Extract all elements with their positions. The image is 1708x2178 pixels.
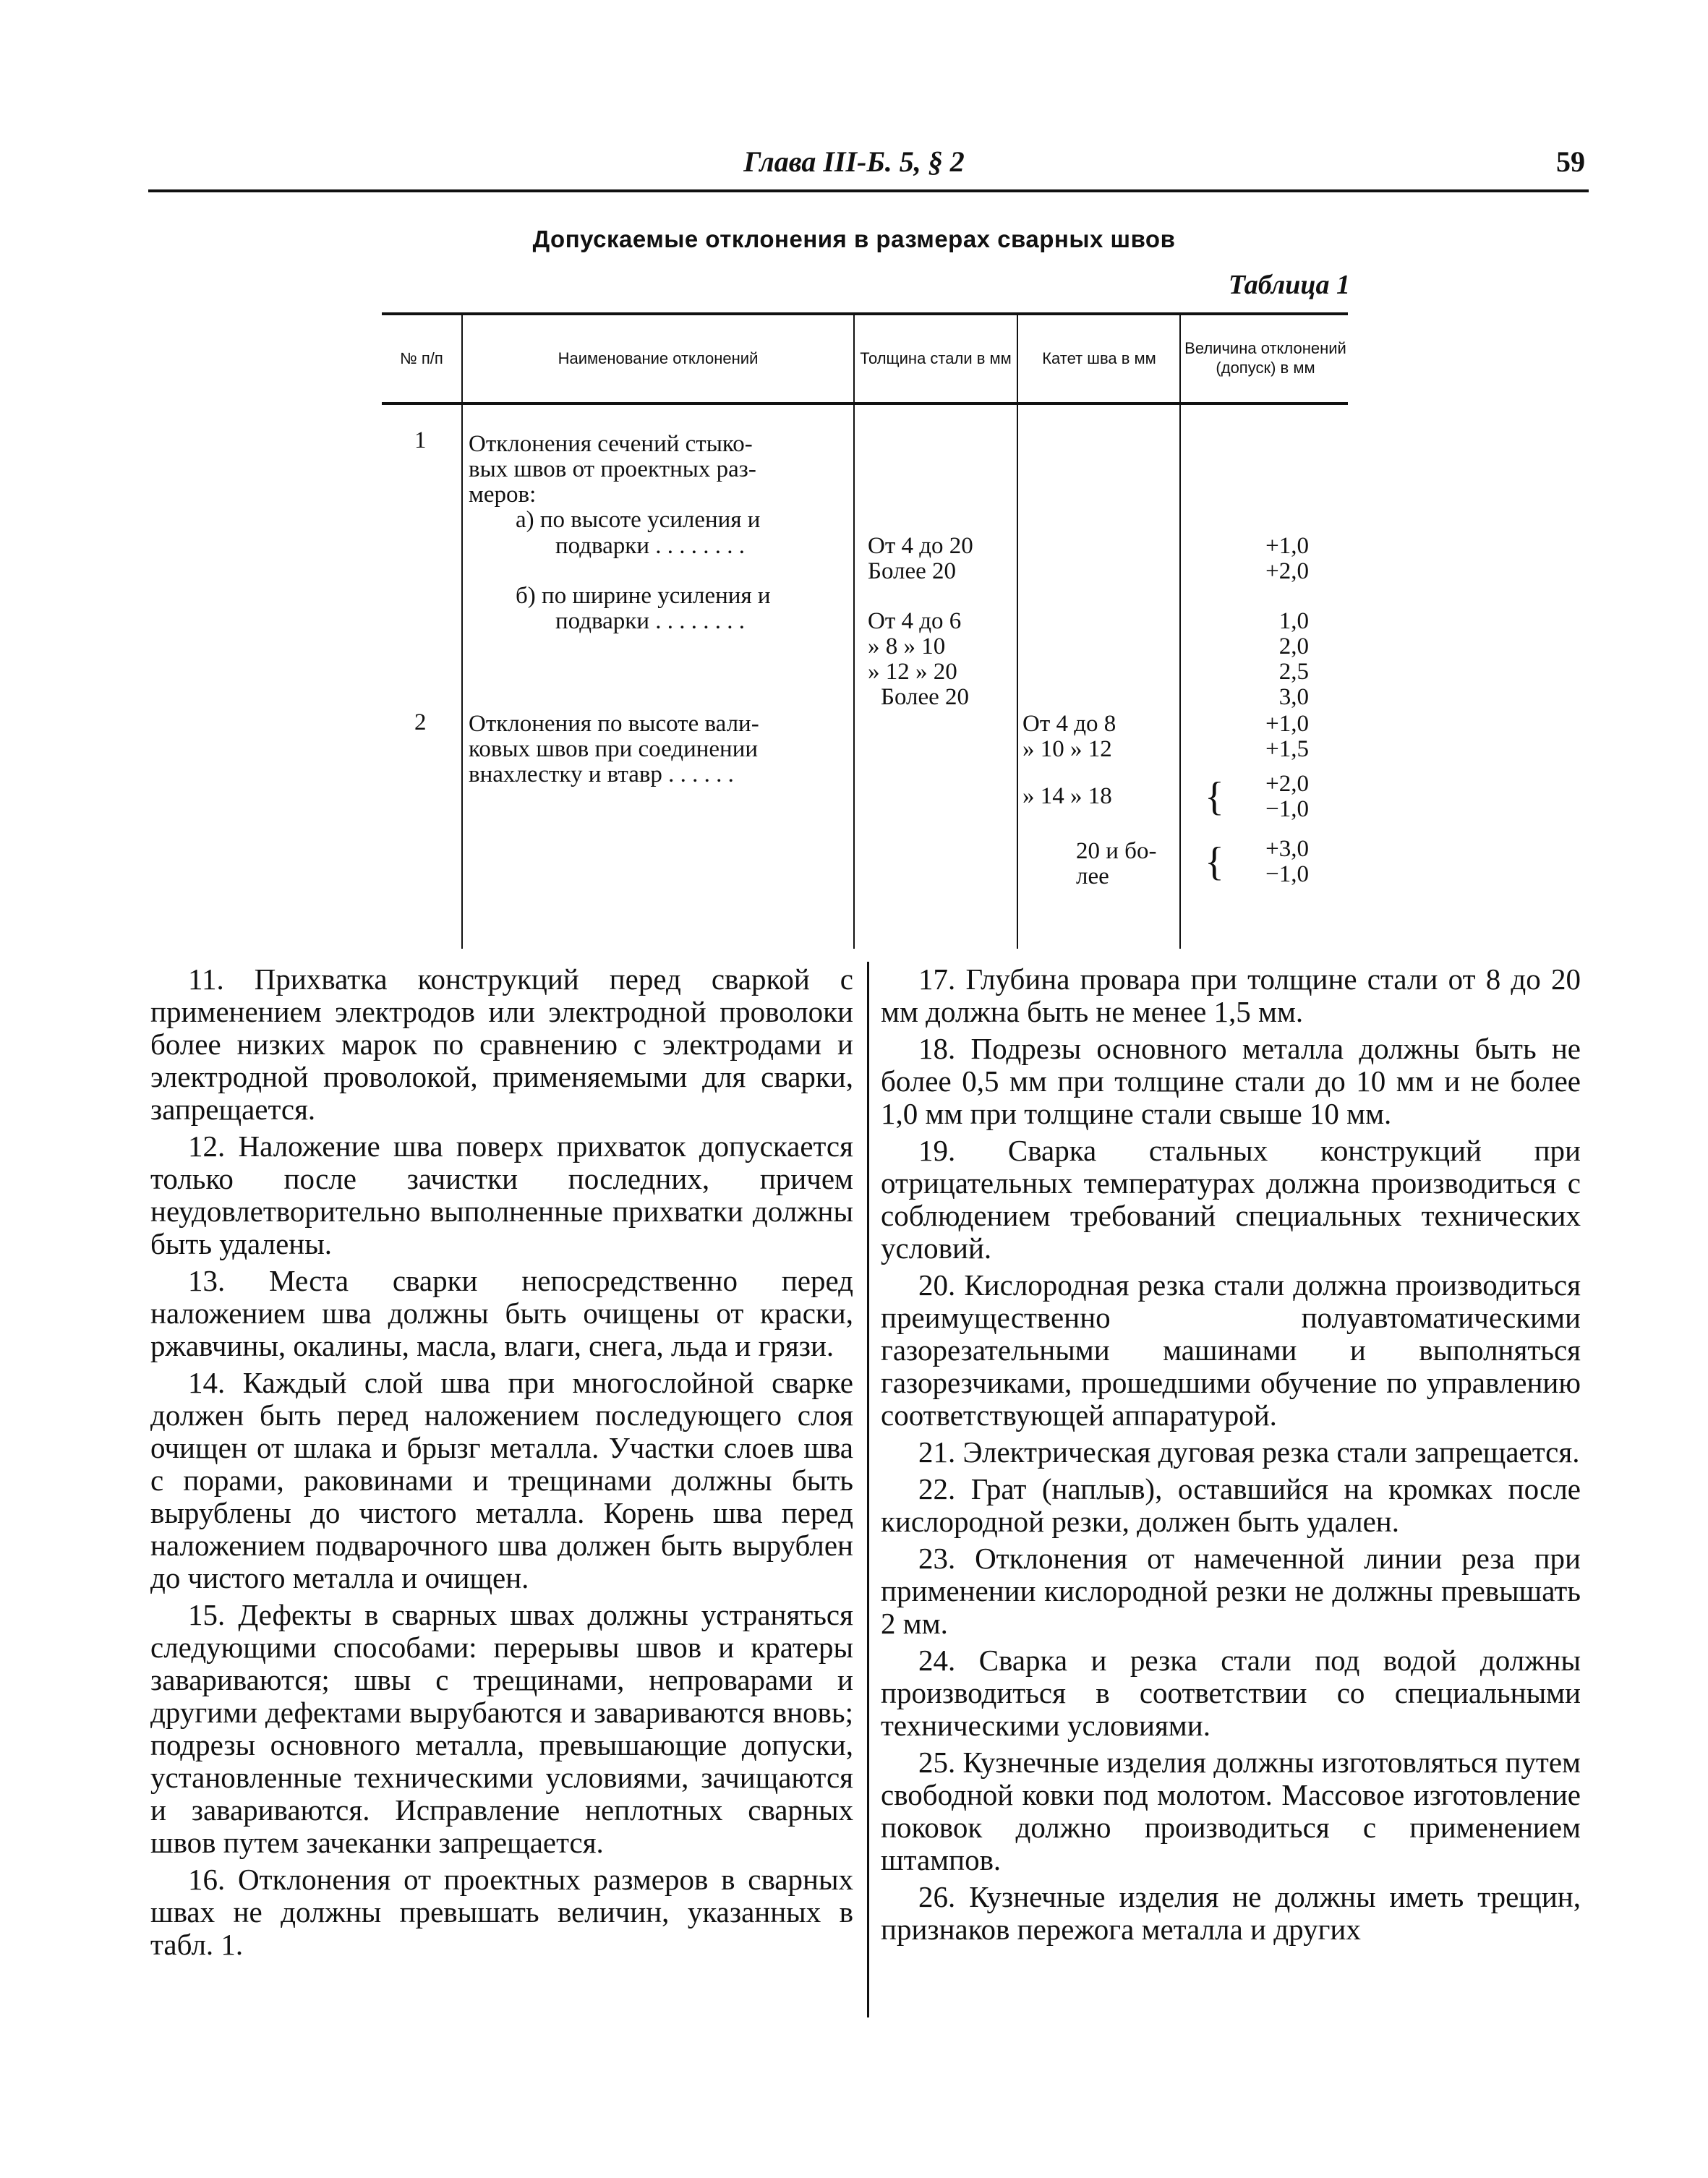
paragraph: 20. Кислородная резка стали должна производиться преимущественно полуавтоматическими газорезательными машинами и выполняться газорезчиками, прошедшими обучение по управлению соответствующей аппаратурой. xyxy=(881,1268,1581,1432)
table-top-rule xyxy=(382,312,1348,315)
table-title: Допускаемые отклонения в размерах сварных швов xyxy=(532,226,1176,252)
column-divider xyxy=(461,312,463,949)
right-column xyxy=(881,963,1581,1950)
row-name-line: вых швов от проектных раз- xyxy=(469,456,756,482)
tolerance-value: −1,0 xyxy=(1265,796,1309,822)
row-name-line: внахлестку и втавр . . . . . . xyxy=(469,761,734,787)
paragraph: 22. Грат (наплыв), оставшийся на кромках после кислородной резки, должен быть удален. xyxy=(881,1472,1581,1538)
header-name: Наименование отклонений xyxy=(558,349,759,367)
tolerance-value: +1,0 xyxy=(1265,711,1309,737)
column-divider xyxy=(867,962,869,2017)
column-divider xyxy=(853,312,855,949)
header-thickness: Толщина стали в мм xyxy=(860,349,1012,367)
tolerance-value: 2,5 xyxy=(1278,659,1309,685)
column-divider xyxy=(1179,312,1181,949)
column-divider xyxy=(1017,312,1018,949)
row-name-line: ковых швов при соединении xyxy=(469,736,759,762)
table-header-rule xyxy=(382,402,1348,405)
row-name-line: б) по ширине усиления и xyxy=(516,583,771,609)
tolerance-value: 1,0 xyxy=(1278,608,1309,634)
tolerance-value: −1,0 xyxy=(1265,861,1309,887)
paragraph: 24. Сварка и резка стали под водой должны производиться в соответствии со специальными техническими условиями. xyxy=(881,1644,1581,1742)
row-number: 2 xyxy=(414,709,427,735)
thickness-value: » 8 » 10 xyxy=(868,633,946,659)
header-leg: Катет шва в мм xyxy=(1042,349,1156,367)
tolerance-value: +2,0 xyxy=(1265,771,1309,797)
paragraph: 21. Электрическая дуговая резка стали запрещается. xyxy=(918,1435,1580,1469)
tolerance-value: +3,0 xyxy=(1265,836,1309,862)
row-number: 1 xyxy=(414,427,427,453)
paragraph: 23. Отклонения от намеченной линии реза при применении кислородной резки не должны превышать 2 мм. xyxy=(881,1542,1581,1640)
paragraph: 13. Места сварки непосредственно перед наложением шва должны быть очищены от краски, ржавчины, окалины, масла, влаги, снега, льда и грязи. xyxy=(150,1264,853,1362)
header-num: № п/п xyxy=(400,349,443,367)
tolerance-value: +1,0 xyxy=(1265,533,1309,559)
paragraph: 18. Подрезы основного металла должны быть не более 0,5 мм при толщине стали до 10 мм и не более 1,0 мм при толщине стали свыше 10 мм. xyxy=(881,1032,1581,1130)
thickness-value: » 12 » 20 xyxy=(868,659,957,685)
leg-value: » 14 » 18 xyxy=(1022,783,1112,809)
paragraph: 26. Кузнечные изделия не должны иметь трещин, признаков пережога металла и других xyxy=(881,1880,1581,1946)
deviation-table xyxy=(382,312,1348,949)
row-name-line: Отклонения сечений стыко- xyxy=(469,431,753,457)
left-column xyxy=(150,963,853,1965)
leg-value: От 4 до 8 xyxy=(1022,711,1116,737)
row-name-line: а) по высоте усиления и xyxy=(516,507,761,533)
tolerance-value: +1,5 xyxy=(1265,736,1309,762)
brace-icon: { xyxy=(1205,774,1224,819)
row-name-line: меров: xyxy=(469,482,537,508)
thickness-value: Более 20 xyxy=(868,558,957,584)
row-name-line: Отклонения по высоте вали- xyxy=(469,711,759,737)
tolerance-value: 2,0 xyxy=(1278,633,1309,659)
paragraph: 15. Дефекты в сварных швах должны устраняться следующими способами: перерывы швов и кратеры завариваются; швы с трещинами, непроварами и другими дефектами вырубаются и завариваются вновь; подрезы основного металла, превышающие допуски, установленные техническими условиями, зачищаются и завариваются. Исправление неплотных сварных швов путем зачеканки запрещается. xyxy=(150,1598,853,1859)
paragraph: 19. Сварка стальных конструкций при отрицательных температурах должна производиться с соблюдением требований специальных технических условий. xyxy=(881,1134,1581,1265)
table-label: Таблица 1 xyxy=(1228,270,1350,300)
paragraph: 14. Каждый слой шва при многослойной сварке должен быть перед наложением последующего слоя очищен от шлака и брызг металла. Участки слоев шва с порами, раковинами и трещинами должны быть вырублены до чистого металла. Корень шва перед наложением подварочного шва должен быть вырублен до чистого металла и очищен. xyxy=(150,1366,853,1594)
brace-icon: { xyxy=(1205,840,1224,884)
thickness-value: От 4 до 6 xyxy=(868,608,962,634)
row-name-line: подварки . . . . . . . . xyxy=(555,533,745,559)
paragraph: 16. Отклонения от проектных размеров в сварных швах не должны превышать величин, указанных в табл. 1. xyxy=(150,1863,853,1961)
header-tolerance: Величина отклонений (допуск) в мм xyxy=(1184,339,1346,377)
paragraph: 12. Наложение шва поверх прихваток допускается только после зачистки последних, причем неудовлетворительно выполненные прихватки должны быть удалены. xyxy=(150,1129,853,1260)
leg-value: » 10 » 12 xyxy=(1022,736,1112,762)
page-number: 59 xyxy=(1556,145,1585,178)
header-rule xyxy=(148,189,1589,192)
thickness-value: От 4 до 20 xyxy=(868,533,973,559)
paragraph: 17. Глубина провара при толщине стали от 8 до 20 мм должна быть не менее 1,5 мм. xyxy=(881,962,1581,1028)
thickness-value: Более 20 xyxy=(881,684,970,710)
row-name-line: подварки . . . . . . . . xyxy=(555,608,745,634)
paragraph: 25. Кузнечные изделия должны изготовляться путем свободной ковки под молотом. Массовое изготовление поковок должно производиться с применением штампов. xyxy=(881,1746,1581,1876)
tolerance-value: 3,0 xyxy=(1278,684,1309,710)
leg-value: лее xyxy=(1076,863,1109,889)
paragraph: 11. Прихватка конструкций перед сваркой с применением электродов или электродной проволоки более низких марок по сравнению с электродами и электродной проволокой, применяемыми для сварки, запрещается. xyxy=(150,962,853,1126)
running-head: Глава III-Б. 5, § 2 xyxy=(743,145,965,178)
tolerance-value: +2,0 xyxy=(1265,558,1309,584)
leg-value: 20 и бо- xyxy=(1076,838,1157,864)
